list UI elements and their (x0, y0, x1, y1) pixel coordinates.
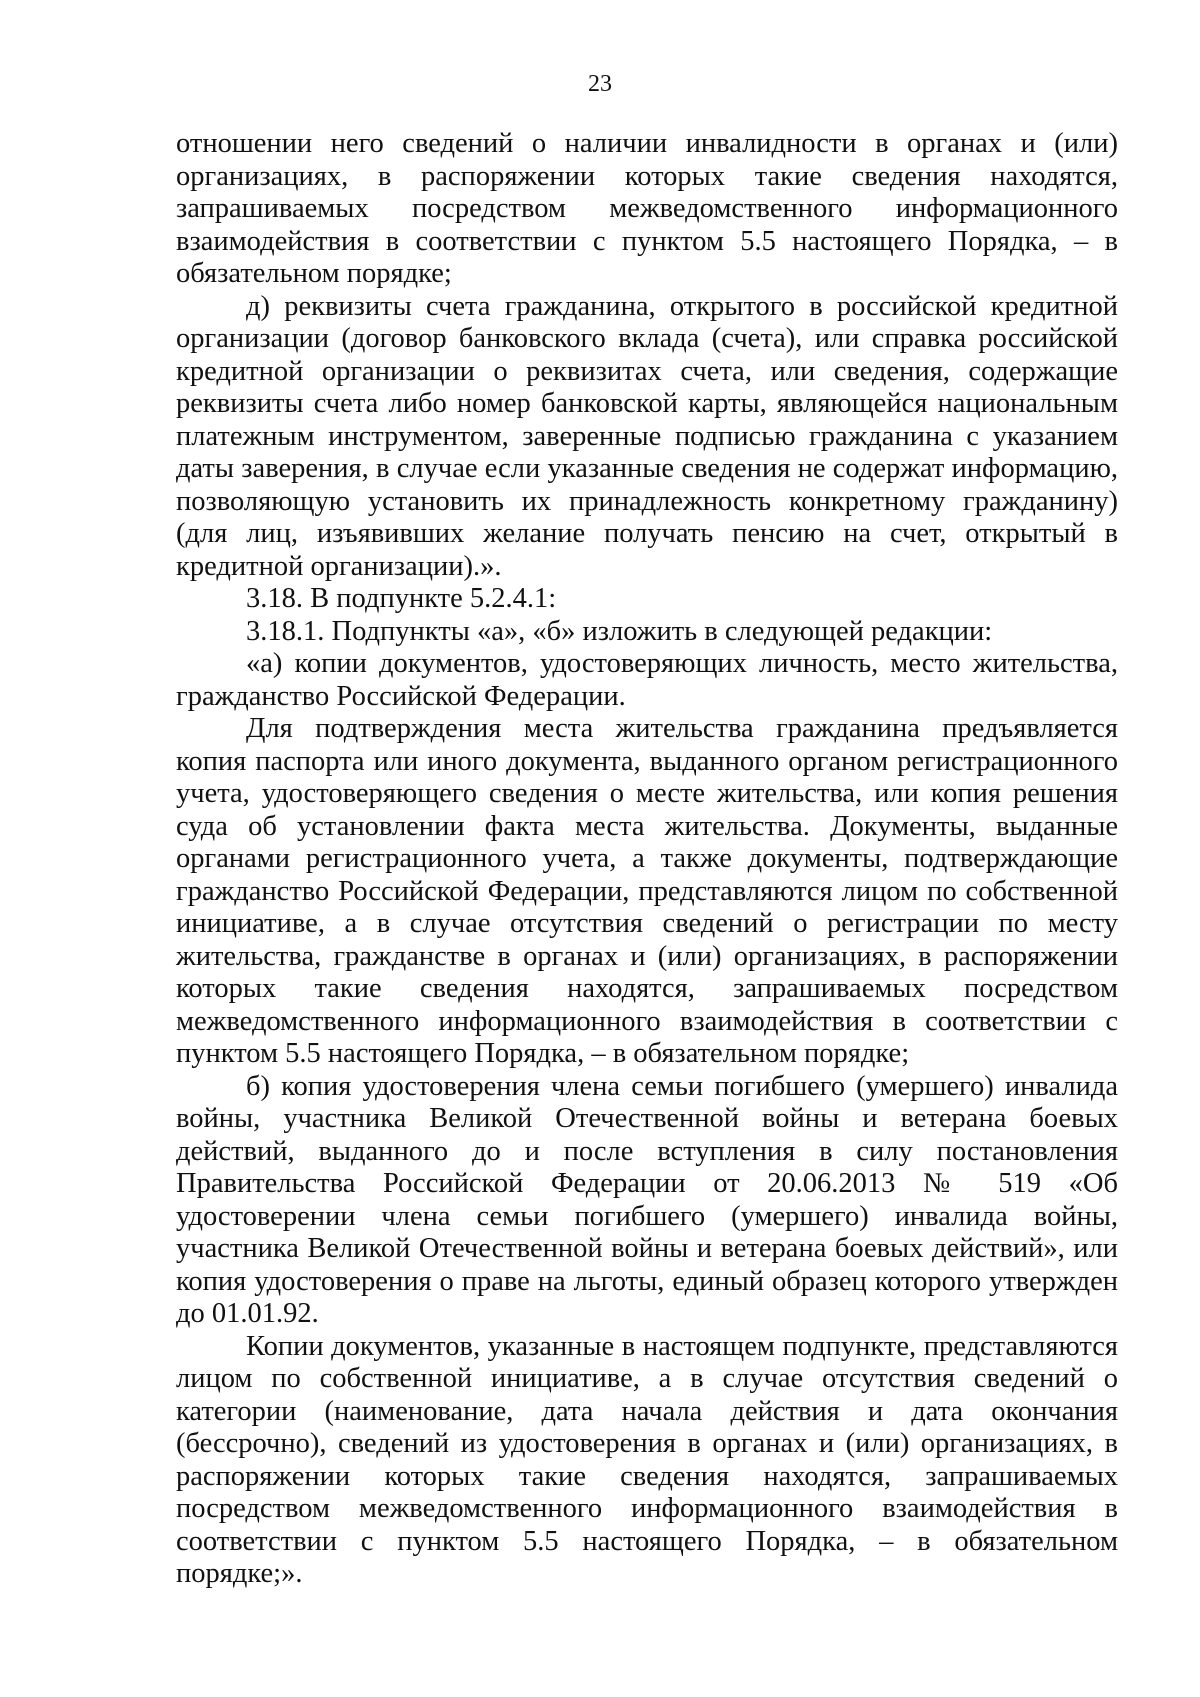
paragraph-item-a: «а) копии документов, удостоверяющих личность, место жительства, гражданство Российской Федерации. (176, 648, 1118, 712)
paragraph-3-18: 3.18. В подпункте 5.2.4.1: (246, 583, 557, 614)
paragraph-item-d: д) реквизиты счета гражданина, открытого в российской кредитной организации (договор банковского вклада (счета), или справка российской кредитной организации о реквизитах счета, или сведения, содержащие реквизиты счета либо номер банковской карты, являющейся национальным платежным инструментом, заверенные подписью гражданина с указанием даты заверения, в случае если указанные сведения не содержат информацию, позволяющую установить их принадлежность конкретному гражданину) (для лиц, изъявивших желание получать пенсию на счет, открытый в кредитной организации).». (176, 290, 1118, 582)
paragraph-item-b: б) копия удостоверения члена семьи погибшего (умершего) инвалида войны, участника Великой Отечественной войны и ветерана боевых действий, выданного до и после вступления в силу постановления Правительства Российской Федерации от 20.06.2013 № 519 «Об удостоверении члена семьи погибшего (умершего) инвалида войны, участника Великой Отечественной войны и ветерана боевых действий», или копия удостоверения о праве на льготы, единый образец которого утвержден до 01.01.92. (176, 1070, 1118, 1329)
paragraph-residence-proof: Для подтверждения места жительства гражданина предъявляется копия паспорта или иного документа, выданного органом регистрационного учета, удостоверяющего сведения о месте жительства, или копия решения суда об установлении факта места жительства. Документы, выданные органами регистрационного учета, а также документы, подтверждающие гражданство Российской Федерации, представляются лицом по собственной инициативе, а в случае отсутствия сведений о регистрации по месту жительства, гражданстве в органах и (или) организациях, в распоряжении которых такие сведения находятся, запрашиваемых посредством межведомственного информационного взаимодействия в соответствии с пунктом 5.5 настоящего Порядка, – в обязательном порядке; (176, 713, 1118, 1069)
paragraph-continuation: отношении него сведений о наличии инвалидности в органах и (или) организациях, в распоряжении которых такие сведения находятся, запрашиваемых посредством межведомственного информационного взаимодействия в соответствии с пунктом 5.5 настоящего Порядка, – в обязательном порядке; (176, 128, 1118, 289)
page-number: 23 (588, 71, 612, 97)
paragraph-3-18-1: 3.18.1. Подпункты «а», «б» изложить в следующей редакции: (246, 615, 993, 647)
paragraph-copies-note: Копии документов, указанные в настоящем подпункте, представляются лицом по собственной инициативе, а в случае отсутствия сведений о категории (наименование, дата начала действия и дата окончания (бессрочно), сведений из удостоверения в органах и (или) организациях, в распоряжении которых такие сведения находятся, запрашиваемых посредством межведомственного информационного взаимодействия в соответствии с пунктом 5.5 настоящего Порядка, – в обязательном порядке;». (176, 1330, 1118, 1589)
document-body (176, 128, 1118, 1591)
